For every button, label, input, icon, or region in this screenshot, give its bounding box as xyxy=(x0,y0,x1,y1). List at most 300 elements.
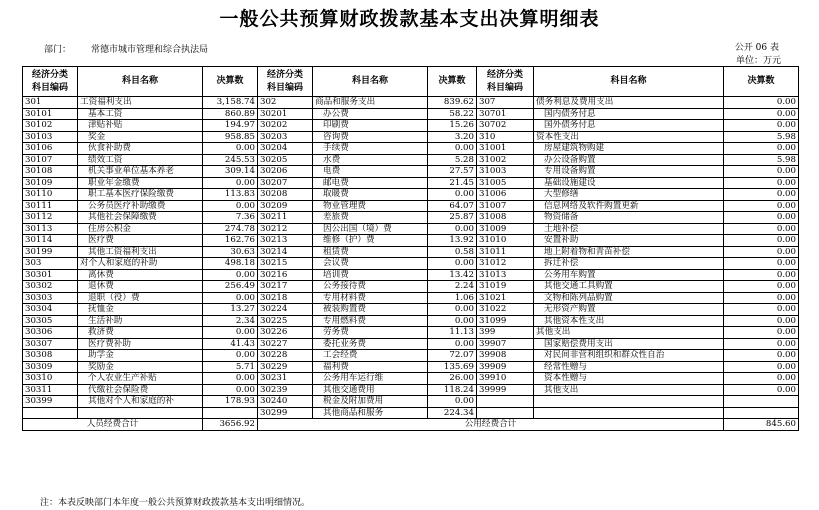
amount-cell: 25.87 xyxy=(428,212,477,224)
econ-code-cell: 30101 xyxy=(23,108,78,120)
item-name-cell: 救济费 xyxy=(78,327,203,339)
econ-code-cell: 30214 xyxy=(258,246,313,258)
amount-cell: 0.00 xyxy=(203,350,258,362)
item-name-cell: 公务用车购置 xyxy=(534,269,724,281)
item-name-cell: 安置补助 xyxy=(534,235,724,247)
table-row xyxy=(23,166,799,178)
amount-cell: 274.78 xyxy=(203,223,258,235)
header-amount: 决算数 xyxy=(428,67,477,97)
unit-label: 单位：万元 xyxy=(735,56,781,66)
item-name-cell: 医疗费 xyxy=(78,235,203,247)
amount-cell: 15.26 xyxy=(428,120,477,132)
item-name-cell: 物资储备 xyxy=(534,212,724,224)
item-name-cell: 其他支出 xyxy=(534,327,724,339)
amount-cell: 13.92 xyxy=(428,235,477,247)
econ-code-cell: 30113 xyxy=(23,223,78,235)
item-name-cell: 水费 xyxy=(313,154,428,166)
amount-cell: 5.28 xyxy=(428,154,477,166)
header-code: 经济分类 科目编码 xyxy=(258,67,313,97)
item-name-cell: 因公出国（境）费 xyxy=(313,223,428,235)
econ-code-cell: 31008 xyxy=(477,212,534,224)
amount-cell: 224.34 xyxy=(428,407,477,419)
amount-cell: 72.07 xyxy=(428,350,477,362)
item-name-cell: 文物和陈列品购置 xyxy=(534,292,724,304)
econ-code-cell: 399 xyxy=(477,327,534,339)
amount-cell: 26.00 xyxy=(428,373,477,385)
econ-code-cell: 30218 xyxy=(258,292,313,304)
item-name-cell: 地上附着物和青苗补偿 xyxy=(534,246,724,258)
econ-code-cell: 30202 xyxy=(258,120,313,132)
econ-code-cell: 39909 xyxy=(477,361,534,373)
item-name-cell: 会议费 xyxy=(313,258,428,270)
amount-cell: 3,158.74 xyxy=(203,97,258,109)
amount-cell: 0.00 xyxy=(428,304,477,316)
econ-code-cell: 30306 xyxy=(23,327,78,339)
econ-code-cell: 39999 xyxy=(477,384,534,396)
econ-code-cell: 30216 xyxy=(258,269,313,281)
amount-cell: 0.00 xyxy=(724,373,799,385)
amount-cell: 0.00 xyxy=(428,189,477,201)
econ-code-cell: 30305 xyxy=(23,315,78,327)
table-row xyxy=(23,281,799,293)
econ-code-cell: 30307 xyxy=(23,338,78,350)
econ-code-cell: 30204 xyxy=(258,143,313,155)
amount-cell: 0.00 xyxy=(724,166,799,178)
amount-cell: 135.69 xyxy=(428,361,477,373)
econ-code-cell: 30309 xyxy=(23,361,78,373)
item-name-cell: 商品和服务支出 xyxy=(313,97,428,109)
amount-cell: 0.00 xyxy=(724,212,799,224)
amount-cell: 11.13 xyxy=(428,327,477,339)
table-row xyxy=(23,258,799,270)
amount-cell: 162.76 xyxy=(203,235,258,247)
amount-cell: 958.85 xyxy=(203,131,258,143)
econ-code-cell: 31019 xyxy=(477,281,534,293)
item-name-cell: 资本性赠与 xyxy=(534,373,724,385)
amount-cell: 0.00 xyxy=(203,327,258,339)
item-name-cell: 租赁费 xyxy=(313,246,428,258)
econ-code-cell: 31009 xyxy=(477,223,534,235)
amount-cell: 41.43 xyxy=(203,338,258,350)
item-name-cell: 专用材料费 xyxy=(313,292,428,304)
econ-code-cell: 30299 xyxy=(258,407,313,419)
table-row xyxy=(23,200,799,212)
public-total-value: 845.60 xyxy=(724,419,799,431)
amount-cell: 113.83 xyxy=(203,189,258,201)
table-row xyxy=(23,131,799,143)
item-name-cell: 信息网络及软件购置更新 xyxy=(534,200,724,212)
amount-cell: 245.53 xyxy=(203,154,258,166)
item-name-cell: 经常性赠与 xyxy=(534,361,724,373)
econ-code-cell: 30702 xyxy=(477,120,534,132)
item-name-cell: 办公费 xyxy=(313,108,428,120)
item-name-cell: 税金及附加费用 xyxy=(313,396,428,408)
item-name-cell: 对个人和家庭的补助 xyxy=(78,258,203,270)
header-name: 科目名称 xyxy=(534,67,724,97)
econ-code-cell: 30207 xyxy=(258,177,313,189)
amount-cell: 0.00 xyxy=(724,304,799,316)
amount-cell: 0.00 xyxy=(428,258,477,270)
public-total-label: 公用经费合计 xyxy=(258,419,724,431)
item-name-cell: 工会经费 xyxy=(313,350,428,362)
amount-cell: 3.20 xyxy=(428,131,477,143)
amount-cell: 5.71 xyxy=(203,361,258,373)
econ-code-cell: 31001 xyxy=(477,143,534,155)
table-row xyxy=(23,315,799,327)
amount-cell xyxy=(724,396,799,408)
item-name-cell: 房屋建筑物购建 xyxy=(534,143,724,155)
table-row xyxy=(23,120,799,132)
amount-cell: 0.00 xyxy=(724,189,799,201)
amount-cell: 21.45 xyxy=(428,177,477,189)
amount-cell: 0.00 xyxy=(724,384,799,396)
amount-cell: 0.00 xyxy=(203,177,258,189)
item-name-cell: 无形资产购置 xyxy=(534,304,724,316)
econ-code-cell: 31007 xyxy=(477,200,534,212)
econ-code-cell: 30399 xyxy=(23,396,78,408)
header-name: 科目名称 xyxy=(78,67,203,97)
table-row xyxy=(23,327,799,339)
table-row xyxy=(23,269,799,281)
item-name-cell: 福利费 xyxy=(313,361,428,373)
personnel-total-label: 人员经费合计 xyxy=(23,419,203,431)
header-name: 科目名称 xyxy=(313,67,428,97)
item-name-cell: 取暖费 xyxy=(313,189,428,201)
econ-code-cell: 30227 xyxy=(258,338,313,350)
econ-code-cell: 310 xyxy=(477,131,534,143)
econ-code-cell: 30303 xyxy=(23,292,78,304)
item-name-cell: 奖金 xyxy=(78,131,203,143)
amount-cell: 0.00 xyxy=(203,269,258,281)
econ-code-cell: 31005 xyxy=(477,177,534,189)
econ-code-cell: 30240 xyxy=(258,396,313,408)
amount-cell: 30.63 xyxy=(203,246,258,258)
item-name-cell: 劳务费 xyxy=(313,327,428,339)
table-row xyxy=(23,108,799,120)
amount-cell: 194.97 xyxy=(203,120,258,132)
personnel-total-value: 3656.92 xyxy=(203,419,258,431)
amount-cell: 0.00 xyxy=(428,396,477,408)
amount-cell: 13.42 xyxy=(428,269,477,281)
econ-code-cell: 30199 xyxy=(23,246,78,258)
item-name-cell xyxy=(534,407,724,419)
item-name-cell: 公务接待费 xyxy=(313,281,428,293)
totals-row xyxy=(23,419,799,431)
item-name-cell: 专用燃料费 xyxy=(313,315,428,327)
table-row xyxy=(23,350,799,362)
econ-code-cell: 30205 xyxy=(258,154,313,166)
item-name-cell: 咨询费 xyxy=(313,131,428,143)
econ-code-cell xyxy=(23,407,78,419)
econ-code-cell: 30203 xyxy=(258,131,313,143)
item-name-cell: 公务用车运行维 xyxy=(313,373,428,385)
econ-code-cell: 31099 xyxy=(477,315,534,327)
item-name-cell: 绩效工资 xyxy=(78,154,203,166)
item-name-cell: 代缴社会保险费 xyxy=(78,384,203,396)
item-name-cell: 委托业务费 xyxy=(313,338,428,350)
econ-code-cell: 31012 xyxy=(477,258,534,270)
item-name-cell: 国家赔偿费用支出 xyxy=(534,338,724,350)
table-row xyxy=(23,212,799,224)
econ-code-cell: 30310 xyxy=(23,373,78,385)
econ-code-cell: 30112 xyxy=(23,212,78,224)
amount-cell: 256.49 xyxy=(203,281,258,293)
econ-code-cell: 30111 xyxy=(23,200,78,212)
econ-code-cell xyxy=(477,396,534,408)
amount-cell: 0.00 xyxy=(724,97,799,109)
table-row xyxy=(23,223,799,235)
econ-code-cell: 30304 xyxy=(23,304,78,316)
amount-cell: 860.89 xyxy=(203,108,258,120)
item-name-cell: 抚恤金 xyxy=(78,304,203,316)
item-name-cell: 邮电费 xyxy=(313,177,428,189)
table-body xyxy=(23,97,799,419)
item-name-cell: 国内债务付息 xyxy=(534,108,724,120)
table-row xyxy=(23,396,799,408)
econ-code-cell: 30206 xyxy=(258,166,313,178)
footnote: 注：本表反映部门本年度一般公共预算财政拨款基本支出明细情况。 xyxy=(40,498,311,508)
amount-cell: 0.00 xyxy=(724,327,799,339)
item-name-cell: 其他社会保障缴费 xyxy=(78,212,203,224)
econ-code-cell: 30109 xyxy=(23,177,78,189)
amount-cell xyxy=(724,407,799,419)
item-name-cell: 债务利息及费用支出 xyxy=(534,97,724,109)
item-name-cell xyxy=(534,396,724,408)
amount-cell: 1.06 xyxy=(428,292,477,304)
econ-code-cell: 31002 xyxy=(477,154,534,166)
item-name-cell xyxy=(78,407,203,419)
econ-code-cell: 30302 xyxy=(23,281,78,293)
item-name-cell: 医疗费补助 xyxy=(78,338,203,350)
amount-cell: 0.00 xyxy=(724,361,799,373)
item-name-cell: 基础设施建设 xyxy=(534,177,724,189)
item-name-cell: 公务员医疗补助缴费 xyxy=(78,200,203,212)
amount-cell: 0.00 xyxy=(724,200,799,212)
table-row xyxy=(23,304,799,316)
econ-code-cell: 30201 xyxy=(258,108,313,120)
econ-code-cell: 30107 xyxy=(23,154,78,166)
header-row xyxy=(23,67,799,97)
econ-code-cell: 30212 xyxy=(258,223,313,235)
econ-code-cell: 30224 xyxy=(258,304,313,316)
econ-code-cell: 30231 xyxy=(258,373,313,385)
econ-code-cell: 30208 xyxy=(258,189,313,201)
table-row xyxy=(23,246,799,258)
department-value: 常德市城市管理和综合执法局 xyxy=(91,45,209,55)
econ-code-cell: 301 xyxy=(23,97,78,109)
econ-code-cell: 30701 xyxy=(477,108,534,120)
item-name-cell: 离休费 xyxy=(78,269,203,281)
item-name-cell: 专用设备购置 xyxy=(534,166,724,178)
econ-code-cell: 31011 xyxy=(477,246,534,258)
item-name-cell: 资本性支出 xyxy=(534,131,724,143)
amount-cell: 0.00 xyxy=(724,269,799,281)
expenditure-table xyxy=(22,66,799,431)
table-row xyxy=(23,143,799,155)
header-amount: 决算数 xyxy=(724,67,799,97)
econ-code-cell: 30215 xyxy=(258,258,313,270)
header-amount: 决算数 xyxy=(203,67,258,97)
amount-cell: 5.98 xyxy=(724,131,799,143)
econ-code-cell: 30213 xyxy=(258,235,313,247)
form-number: 公开 06 表 xyxy=(734,43,779,53)
amount-cell: 0.00 xyxy=(724,258,799,270)
item-name-cell: 对民间非营利组织和群众性自治 xyxy=(534,350,724,362)
econ-code-cell: 30108 xyxy=(23,166,78,178)
amount-cell xyxy=(203,407,258,419)
amount-cell: 5.98 xyxy=(724,154,799,166)
econ-code-cell: 307 xyxy=(477,97,534,109)
department-label: 部门： xyxy=(44,45,72,55)
item-name-cell: 基本工资 xyxy=(78,108,203,120)
item-name-cell: 被装购置费 xyxy=(313,304,428,316)
econ-code-cell: 30311 xyxy=(23,384,78,396)
item-name-cell: 津贴补贴 xyxy=(78,120,203,132)
item-name-cell: 其他支出 xyxy=(534,384,724,396)
table-row xyxy=(23,373,799,385)
amount-cell: 0.00 xyxy=(724,350,799,362)
econ-code-cell: 30239 xyxy=(258,384,313,396)
amount-cell: 13.27 xyxy=(203,304,258,316)
amount-cell: 0.00 xyxy=(724,281,799,293)
econ-code-cell: 31006 xyxy=(477,189,534,201)
item-name-cell: 其他商品和服务 xyxy=(313,407,428,419)
amount-cell: 178.93 xyxy=(203,396,258,408)
page-title: 一般公共预算财政拨款基本支出决算明细表 xyxy=(219,8,600,30)
item-name-cell: 伙食补助费 xyxy=(78,143,203,155)
amount-cell: 0.00 xyxy=(428,223,477,235)
item-name-cell: 其他对个人和家庭的补 xyxy=(78,396,203,408)
amount-cell: 0.58 xyxy=(428,246,477,258)
item-name-cell: 手续费 xyxy=(313,143,428,155)
amount-cell: 58.22 xyxy=(428,108,477,120)
item-name-cell: 培训费 xyxy=(313,269,428,281)
econ-code-cell: 30110 xyxy=(23,189,78,201)
amount-cell: 839.62 xyxy=(428,97,477,109)
amount-cell: 0.00 xyxy=(203,200,258,212)
item-name-cell: 差旅费 xyxy=(313,212,428,224)
item-name-cell: 土地补偿 xyxy=(534,223,724,235)
econ-code-cell: 30229 xyxy=(258,361,313,373)
item-name-cell: 工资福利支出 xyxy=(78,97,203,109)
amount-cell: 0.00 xyxy=(724,315,799,327)
item-name-cell: 生活补助 xyxy=(78,315,203,327)
amount-cell: 498.18 xyxy=(203,258,258,270)
econ-code-cell: 39907 xyxy=(477,338,534,350)
item-name-cell: 奖励金 xyxy=(78,361,203,373)
item-name-cell: 职工基本医疗保险缴费 xyxy=(78,189,203,201)
amount-cell: 0.00 xyxy=(203,292,258,304)
amount-cell: 0.00 xyxy=(724,246,799,258)
econ-code-cell: 302 xyxy=(258,97,313,109)
table-row xyxy=(23,235,799,247)
item-name-cell: 其他工资福利支出 xyxy=(78,246,203,258)
item-name-cell: 印刷费 xyxy=(313,120,428,132)
header-code: 经济分类 科目编码 xyxy=(477,67,534,97)
amount-cell: 0.00 xyxy=(203,373,258,385)
item-name-cell: 物业管理费 xyxy=(313,200,428,212)
item-name-cell: 大型修缮 xyxy=(534,189,724,201)
table-row xyxy=(23,292,799,304)
amount-cell: 27.57 xyxy=(428,166,477,178)
econ-code-cell: 31010 xyxy=(477,235,534,247)
amount-cell: 118.24 xyxy=(428,384,477,396)
econ-code-cell: 31021 xyxy=(477,292,534,304)
econ-code-cell: 30228 xyxy=(258,350,313,362)
item-name-cell: 职业年金缴费 xyxy=(78,177,203,189)
econ-code-cell: 39910 xyxy=(477,373,534,385)
econ-code-cell: 30103 xyxy=(23,131,78,143)
table-row xyxy=(23,338,799,350)
econ-code-cell: 30209 xyxy=(258,200,313,212)
econ-code-cell: 30301 xyxy=(23,269,78,281)
table-row xyxy=(23,177,799,189)
item-name-cell: 个人农业生产补贴 xyxy=(78,373,203,385)
econ-code-cell: 39908 xyxy=(477,350,534,362)
amount-cell: 2.34 xyxy=(203,315,258,327)
amount-cell: 0.00 xyxy=(203,143,258,155)
amount-cell: 0.00 xyxy=(428,338,477,350)
table-row xyxy=(23,384,799,396)
amount-cell: 0.00 xyxy=(724,292,799,304)
econ-code-cell: 30225 xyxy=(258,315,313,327)
econ-code-cell: 30114 xyxy=(23,235,78,247)
table-row xyxy=(23,361,799,373)
amount-cell: 0.00 xyxy=(428,143,477,155)
amount-cell: 0.00 xyxy=(724,235,799,247)
item-name-cell: 助学金 xyxy=(78,350,203,362)
item-name-cell: 维修（护）费 xyxy=(313,235,428,247)
econ-code-cell: 30106 xyxy=(23,143,78,155)
table-row xyxy=(23,154,799,166)
item-name-cell: 退休费 xyxy=(78,281,203,293)
econ-code-cell xyxy=(477,407,534,419)
item-name-cell: 国外债务付息 xyxy=(534,120,724,132)
amount-cell: 0.00 xyxy=(724,120,799,132)
amount-cell: 0.00 xyxy=(724,338,799,350)
amount-cell: 64.07 xyxy=(428,200,477,212)
amount-cell: 0.00 xyxy=(724,108,799,120)
amount-cell: 2.24 xyxy=(428,281,477,293)
item-name-cell: 住房公积金 xyxy=(78,223,203,235)
econ-code-cell: 31022 xyxy=(477,304,534,316)
item-name-cell: 其他资本性支出 xyxy=(534,315,724,327)
econ-code-cell: 303 xyxy=(23,258,78,270)
amount-cell: 0.00 xyxy=(724,177,799,189)
table-row xyxy=(23,407,799,419)
econ-code-cell: 30102 xyxy=(23,120,78,132)
econ-code-cell: 31003 xyxy=(477,166,534,178)
amount-cell: 0.00 xyxy=(428,315,477,327)
item-name-cell: 其他交通费用 xyxy=(313,384,428,396)
econ-code-cell: 30211 xyxy=(258,212,313,224)
amount-cell: 0.00 xyxy=(203,384,258,396)
econ-code-cell: 30308 xyxy=(23,350,78,362)
item-name-cell: 退职（役）费 xyxy=(78,292,203,304)
econ-code-cell: 30217 xyxy=(258,281,313,293)
header-code: 经济分类 科目编码 xyxy=(23,67,78,97)
item-name-cell: 拆迁补偿 xyxy=(534,258,724,270)
table-row xyxy=(23,97,799,109)
item-name-cell: 电费 xyxy=(313,166,428,178)
item-name-cell: 办公设备购置 xyxy=(534,154,724,166)
amount-cell: 0.00 xyxy=(724,223,799,235)
department-line xyxy=(44,42,208,55)
item-name-cell: 其他交通工具购置 xyxy=(534,281,724,293)
amount-cell: 309.14 xyxy=(203,166,258,178)
amount-cell: 7.36 xyxy=(203,212,258,224)
econ-code-cell: 30226 xyxy=(258,327,313,339)
